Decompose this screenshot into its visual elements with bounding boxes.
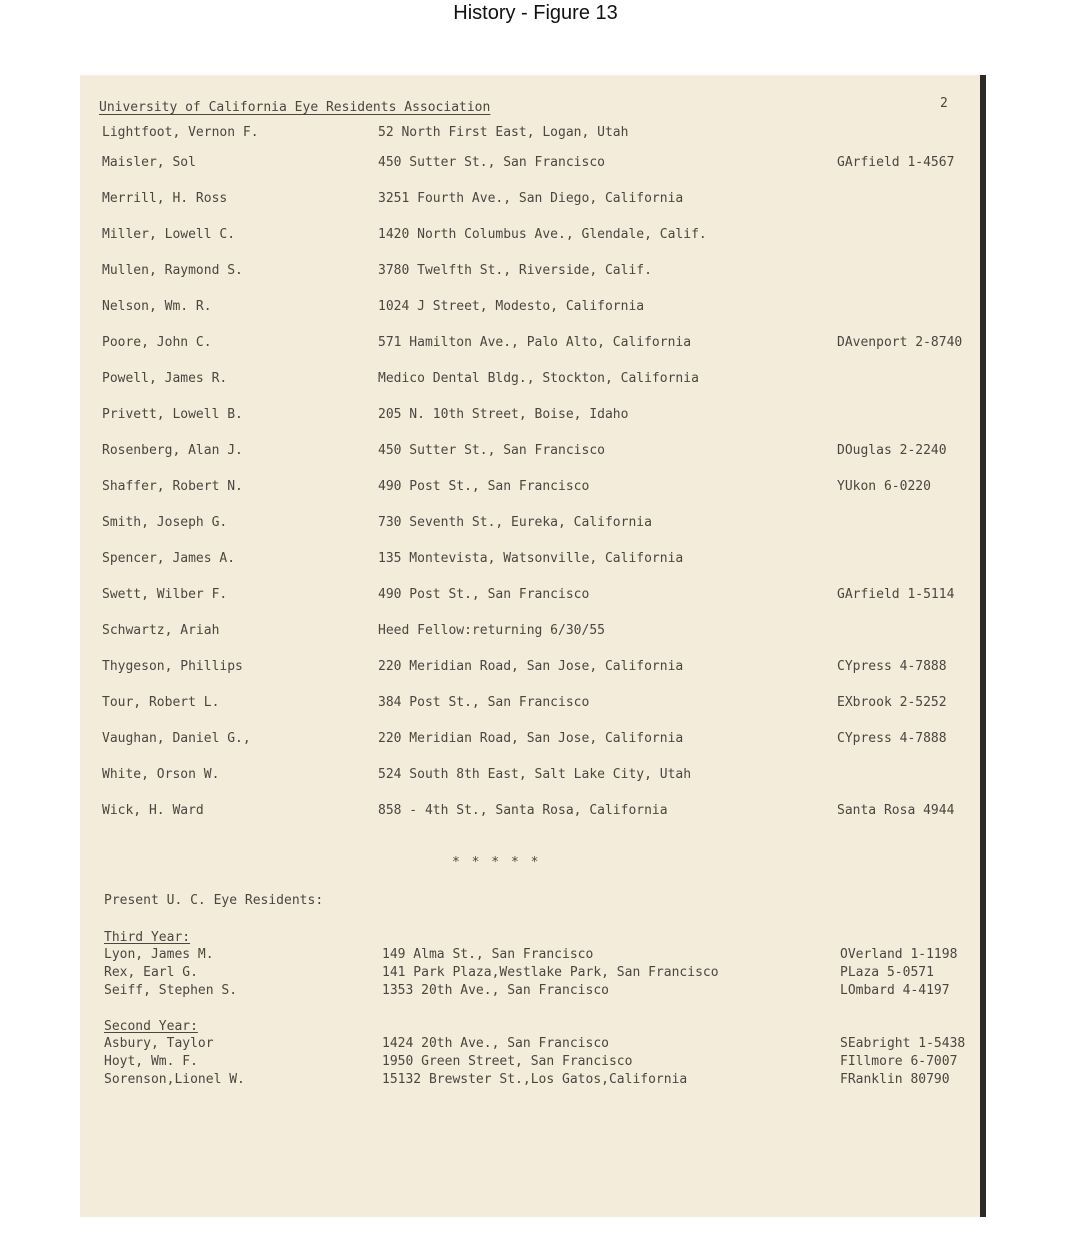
list-item xyxy=(80,335,980,357)
member-address: 384 Post St., San Francisco xyxy=(378,695,590,710)
member-name: Spencer, James A. xyxy=(102,551,236,566)
resident-phone: FIllmore 6-7007 xyxy=(840,1054,958,1069)
member-address: 524 South 8th East, Salt Lake City, Utah xyxy=(378,767,692,782)
member-name: Rosenberg, Alan J. xyxy=(102,443,243,458)
member-address: 490 Post St., San Francisco xyxy=(378,479,590,494)
member-address: 1420 North Columbus Ave., Glendale, Calif. xyxy=(378,227,707,242)
list-item xyxy=(80,659,980,681)
member-name: Miller, Lowell C. xyxy=(102,227,236,242)
list-item xyxy=(80,299,980,321)
member-address: 450 Sutter St., San Francisco xyxy=(378,443,605,458)
member-address: 490 Post St., San Francisco xyxy=(378,587,590,602)
resident-address: 149 Alma St., San Francisco xyxy=(382,947,594,962)
list-item xyxy=(80,125,980,147)
section-separator: * * * * * xyxy=(452,855,541,870)
resident-phone: FRanklin 80790 xyxy=(840,1072,950,1087)
resident-address: 141 Park Plaza,Westlake Park, San Francisco xyxy=(382,965,719,980)
list-item xyxy=(80,803,980,825)
list-item xyxy=(80,263,980,285)
member-address: 205 N. 10th Street, Boise, Idaho xyxy=(378,407,629,422)
page-number: 2 xyxy=(940,96,948,111)
resident-name: Asbury, Taylor xyxy=(104,1036,214,1051)
member-name: Nelson, Wm. R. xyxy=(102,299,212,314)
member-phone: Santa Rosa 4944 xyxy=(837,803,955,818)
list-item xyxy=(80,479,980,501)
member-name: Mullen, Raymond S. xyxy=(102,263,243,278)
member-address: 1024 J Street, Modesto, California xyxy=(378,299,645,314)
resident-phone: LOmbard 4-4197 xyxy=(840,983,950,998)
list-item xyxy=(80,1054,980,1072)
member-address: 220 Meridian Road, San Jose, California xyxy=(378,731,684,746)
member-name: Poore, John C. xyxy=(102,335,212,350)
list-item xyxy=(80,965,980,983)
member-name: White, Orson W. xyxy=(102,767,220,782)
member-name: Lightfoot, Vernon F. xyxy=(102,125,259,140)
member-address: 135 Montevista, Watsonville, California xyxy=(378,551,684,566)
resident-name: Seiff, Stephen S. xyxy=(104,983,238,998)
resident-name: Sorenson,Lionel W. xyxy=(104,1072,245,1087)
member-phone: YUkon 6-0220 xyxy=(837,479,931,494)
member-name: Schwartz, Ariah xyxy=(102,623,220,638)
member-address: 450 Sutter St., San Francisco xyxy=(378,155,605,170)
third-year-title: Third Year: xyxy=(104,930,191,945)
document-header: University of California Eye Residents Association xyxy=(99,100,491,115)
member-address: 571 Hamilton Ave., Palo Alto, California xyxy=(378,335,692,350)
member-name: Thygeson, Phillips xyxy=(102,659,243,674)
list-item xyxy=(80,443,980,465)
resident-address: 1950 Green Street, San Francisco xyxy=(382,1054,633,1069)
member-name: Powell, James R. xyxy=(102,371,228,386)
member-name: Shaffer, Robert N. xyxy=(102,479,243,494)
figure-title: History - Figure 13 xyxy=(453,2,618,24)
resident-phone: SEabright 1-5438 xyxy=(840,1036,966,1051)
member-address: 858 - 4th St., Santa Rosa, California xyxy=(378,803,668,818)
member-address: 730 Seventh St., Eureka, California xyxy=(378,515,652,530)
member-name: Vaughan, Daniel G., xyxy=(102,731,251,746)
list-item xyxy=(80,1036,980,1054)
member-name: Wick, H. Ward xyxy=(102,803,204,818)
list-item xyxy=(80,731,980,753)
document-page xyxy=(80,75,986,1217)
member-phone: EXbrook 2-5252 xyxy=(837,695,947,710)
list-item xyxy=(80,155,980,177)
member-phone: CYpress 4-7888 xyxy=(837,659,947,674)
resident-address: 15132 Brewster St.,Los Gatos,California xyxy=(382,1072,688,1087)
list-item xyxy=(80,587,980,609)
resident-name: Rex, Earl G. xyxy=(104,965,198,980)
resident-name: Hoyt, Wm. F. xyxy=(104,1054,198,1069)
member-phone: CYpress 4-7888 xyxy=(837,731,947,746)
member-name: Smith, Joseph G. xyxy=(102,515,228,530)
resident-name: Lyon, James M. xyxy=(104,947,214,962)
list-item xyxy=(80,695,980,717)
member-phone: GArfield 1-4567 xyxy=(837,155,955,170)
member-name: Tour, Robert L. xyxy=(102,695,220,710)
list-item xyxy=(80,767,980,789)
resident-phone: PLaza 5-0571 xyxy=(840,965,934,980)
member-phone: DOuglas 2-2240 xyxy=(837,443,947,458)
list-item xyxy=(80,623,980,645)
list-item xyxy=(80,551,980,573)
resident-address: 1353 20th Ave., San Francisco xyxy=(382,983,609,998)
list-item xyxy=(80,371,980,393)
member-address: 3251 Fourth Ave., San Diego, California xyxy=(378,191,684,206)
second-year-title: Second Year: xyxy=(104,1019,198,1034)
member-address: 220 Meridian Road, San Jose, California xyxy=(378,659,684,674)
member-phone: DAvenport 2-8740 xyxy=(837,335,963,350)
resident-address: 1424 20th Ave., San Francisco xyxy=(382,1036,609,1051)
member-address: Medico Dental Bldg., Stockton, California xyxy=(378,371,699,386)
list-item xyxy=(80,983,980,1001)
member-address: 52 North First East, Logan, Utah xyxy=(378,125,629,140)
list-item xyxy=(80,515,980,537)
list-item xyxy=(80,947,980,965)
member-name: Merrill, H. Ross xyxy=(102,191,228,206)
member-name: Privett, Lowell B. xyxy=(102,407,243,422)
present-residents-heading: Present U. C. Eye Residents: xyxy=(104,893,324,908)
list-item xyxy=(80,407,980,429)
list-item xyxy=(80,227,980,249)
member-name: Swett, Wilber F. xyxy=(102,587,228,602)
list-item xyxy=(80,191,980,213)
member-address: 3780 Twelfth St., Riverside, Calif. xyxy=(378,263,652,278)
list-item xyxy=(80,1072,980,1090)
member-address: Heed Fellow:returning 6/30/55 xyxy=(378,623,605,638)
member-phone: GArfield 1-5114 xyxy=(837,587,955,602)
member-name: Maisler, Sol xyxy=(102,155,196,170)
resident-phone: OVerland 1-1198 xyxy=(840,947,958,962)
